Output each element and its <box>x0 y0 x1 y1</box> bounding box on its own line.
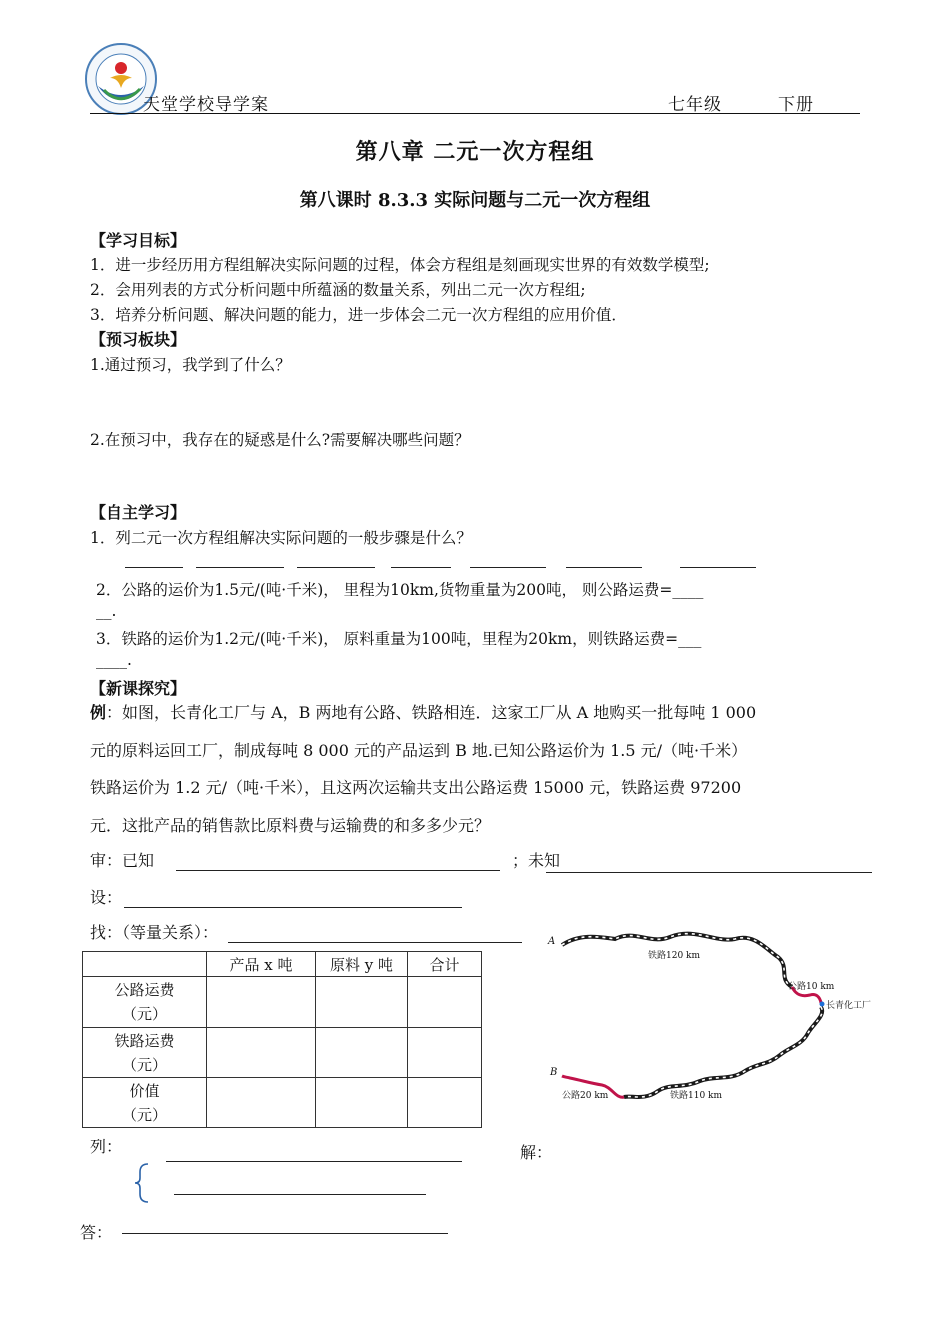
table-row <box>83 1028 482 1078</box>
map-railway-top-label: 铁路120 km <box>648 951 701 961</box>
example-label: 例 <box>90 703 107 722</box>
preview-question-1: 1.通过预习，我学到了什么？ <box>90 356 291 374</box>
example-line: 元的原料运回工厂，制成每吨 8 000 元的产品运到 B 地.已知公路运价为 1.5 元/（吨·千米） <box>90 741 748 760</box>
table-row <box>83 977 482 1028</box>
table-cell[interactable] <box>207 1078 316 1128</box>
table-header-row <box>83 952 482 977</box>
review-known-label: 审：已知 <box>90 851 155 870</box>
find-label: 找：（等量关系）： <box>90 923 219 942</box>
preview-heading: 【预习板块】 <box>90 330 187 349</box>
volume-label: 下册 <box>778 95 814 115</box>
self-study-question-3: 3．铁路的运价为1.2元/(吨·千米)， 原料重量为100吨，里程为20km，则铁路运费=___ <box>96 630 702 648</box>
table-header-cell: 原料 y 吨 <box>316 952 408 977</box>
answer-label: 答： <box>80 1223 113 1242</box>
map-factory-label: 长青化工厂 <box>826 1001 872 1011</box>
table-cell[interactable] <box>316 1078 408 1128</box>
row-label-value: 价值 （元） <box>83 1078 207 1128</box>
table-cell[interactable] <box>408 977 482 1028</box>
answer-blank[interactable] <box>122 1233 448 1234</box>
factory-dot-icon <box>820 1002 825 1007</box>
table-cell[interactable] <box>408 1028 482 1078</box>
example-line: 元．这批产品的销售款比原料费与运输费的和多多少元？ <box>90 816 491 835</box>
table-header-cell <box>83 952 207 977</box>
map-highway-right-label: 公路10 km <box>788 982 835 992</box>
table-cell[interactable] <box>207 977 316 1028</box>
equation-blank-1[interactable] <box>166 1161 462 1162</box>
table-cell[interactable] <box>316 1028 408 1078</box>
table-row <box>83 1078 482 1128</box>
self-study-heading: 【自主学习】 <box>90 503 187 522</box>
table-header-cell: 产品 x 吨 <box>207 952 316 977</box>
grade-label: 七年级 <box>668 95 722 115</box>
self-study-question-1: 1．列二元一次方程组解决实际问题的一般步骤是什么？ <box>90 529 472 547</box>
goal-item: 2．会用列表的方式分析问题中所蕴涵的数量关系，列出二元一次方程组; <box>90 281 586 299</box>
map-point-b: B <box>550 1067 558 1078</box>
map-point-a: A <box>548 936 556 947</box>
lesson-title: 第八课时 8.3.3 实际问题与二元一次方程组 <box>299 190 651 211</box>
explore-heading: 【新课探究】 <box>90 679 187 698</box>
find-blank[interactable] <box>228 942 522 943</box>
example-line: 例：如图，长青化工厂与 A，B 两地有公路、铁路相连．这家工厂从 A 地购买一批每吨 1 000 <box>90 703 757 722</box>
table-cell[interactable] <box>316 977 408 1028</box>
table-header-cell: 合计 <box>408 952 482 977</box>
route-map <box>540 915 870 1130</box>
row-label-railway: 铁路运费 （元） <box>83 1028 207 1078</box>
review-unknown-label: ；未知 <box>512 851 561 870</box>
row-label-highway: 公路运费 （元） <box>83 977 207 1028</box>
preview-question-2: 2.在预习中，我存在的疑惑是什么?需要解决哪些问题？ <box>90 431 470 449</box>
map-railway-bottom-label: 铁路110 km <box>670 1091 723 1101</box>
goal-item: 1．进一步经历用方程组解决实际问题的过程，体会方程组是刻画现实世界的有效数学模型; <box>90 256 710 274</box>
chapter-title: 第八章 二元一次方程组 <box>355 139 595 165</box>
self-study-question-3-tail: ____. <box>96 651 132 669</box>
table-cell[interactable] <box>207 1028 316 1078</box>
analysis-table <box>82 951 482 1128</box>
let-blank[interactable] <box>124 907 462 908</box>
let-label: 设： <box>90 888 123 907</box>
table-cell[interactable] <box>408 1078 482 1128</box>
map-highway-left-label: 公路20 km <box>562 1091 609 1101</box>
equation-blank-2[interactable] <box>174 1194 426 1195</box>
header-rule <box>90 113 860 114</box>
list-label: 列： <box>90 1137 123 1156</box>
review-unknown-blank[interactable] <box>546 872 872 873</box>
self-study-question-2-tail: __. <box>96 602 117 620</box>
goals-heading: 【学习目标】 <box>90 231 187 250</box>
brace-icon <box>132 1162 152 1204</box>
goal-item: 3．培养分析问题、解决问题的能力，进一步体会二元一次方程组的应用价值． <box>90 306 627 324</box>
solve-label: 解： <box>520 1143 553 1162</box>
review-known-blank[interactable] <box>176 870 500 871</box>
example-line: 铁路运价为 1.2 元/（吨·千米），且这两次运输共支出公路运费 15000 元，铁路运费 97200 <box>90 778 742 797</box>
self-study-question-2: 2．公路的运价为1.5元/(吨·千米)， 里程为10km,货物重量为200吨， 则公路运费=____ <box>96 581 704 599</box>
school-name: 天堂学校导学案 <box>143 95 269 115</box>
